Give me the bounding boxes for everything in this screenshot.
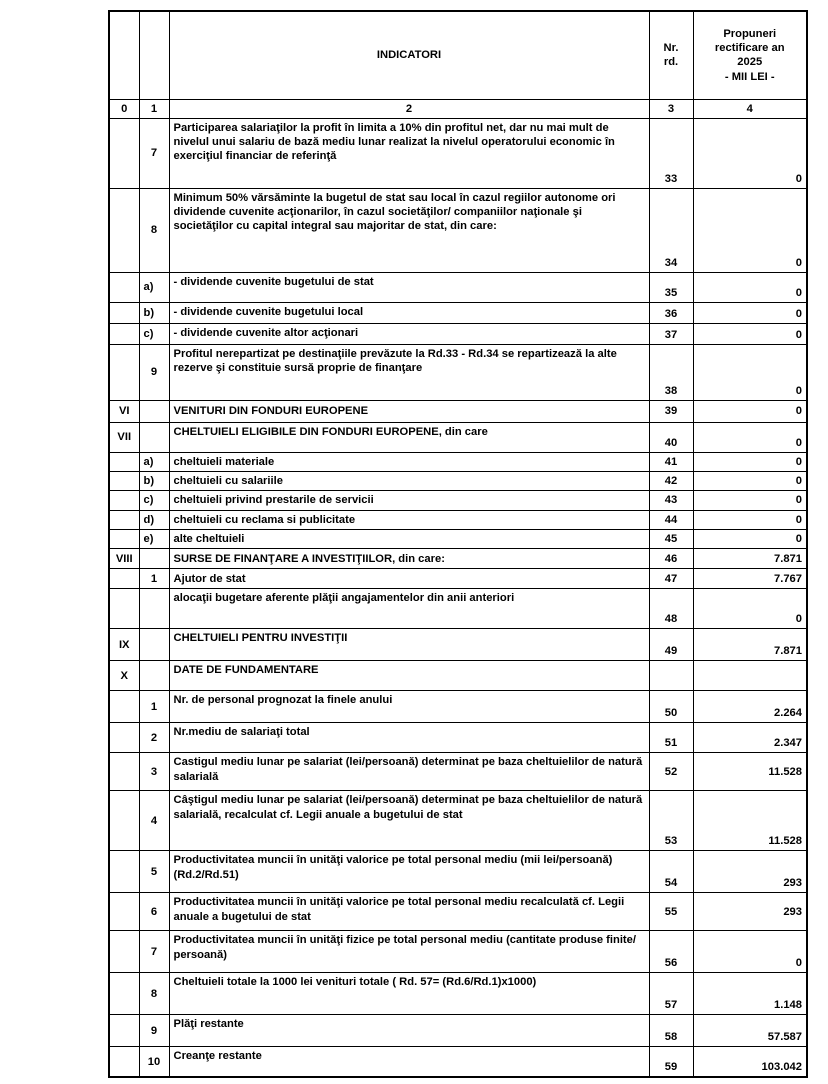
row-number: 33: [649, 118, 693, 188]
row-indicator-text: Productivitatea muncii în unităţi valorice pe total personal mediu recalculată cf. Legii anuale a bugetului de stat: [169, 893, 649, 931]
row-sub-index: [139, 549, 169, 569]
table-row: [109, 1047, 807, 1077]
row-roman-index: IX: [109, 629, 139, 661]
row-value: 1.148: [693, 973, 807, 1015]
row-sub-index: a): [139, 272, 169, 302]
row-number: 48: [649, 589, 693, 629]
header-prop-line3: 2025: [737, 56, 763, 69]
header-prop-line1: Propuneri: [723, 27, 777, 40]
row-number: 52: [649, 753, 693, 791]
row-value: 11.528: [693, 753, 807, 791]
header-blank-col0: [109, 11, 139, 99]
row-roman-index: [109, 723, 139, 753]
row-number: 35: [649, 272, 693, 302]
row-roman-index: [109, 530, 139, 549]
row-indicator-text: - dividende cuvenite bugetului local: [169, 302, 649, 323]
row-sub-index: 9: [139, 1015, 169, 1047]
row-number: 37: [649, 323, 693, 344]
table-row: [109, 1015, 807, 1047]
budget-table: [108, 10, 808, 1078]
row-sub-index: [139, 400, 169, 422]
row-indicator-text: Câştigul mediu lunar pe salariat (lei/persoană) determinat pe baza cheltuielilor de natură salarială, recalculat cf. Legii anuale a bugetului de stat: [169, 791, 649, 851]
row-number: 47: [649, 569, 693, 589]
row-roman-index: [109, 472, 139, 491]
header-nr-rd: [649, 11, 693, 99]
row-roman-index: [109, 753, 139, 791]
header-indicatori: INDICATORI: [169, 11, 649, 99]
row-value: [693, 661, 807, 691]
row-indicator-text: alocaţii bugetare aferente plăţii angajamentelor din anii anteriori: [169, 589, 649, 629]
table-row: [109, 510, 807, 529]
header-prop-line2: rectificare an: [714, 41, 785, 54]
row-value: 293: [693, 893, 807, 931]
row-indicator-text: VENITURI DIN FONDURI EUROPENE: [169, 400, 649, 422]
row-indicator-text: Profitul nerepartizat pe destinaţiile prevăzute la Rd.33 - Rd.34 se repartizează la alte rezerve şi constituie sursă proprie de finanţare: [169, 344, 649, 400]
row-sub-index: c): [139, 491, 169, 510]
row-sub-index: d): [139, 510, 169, 529]
colnum-3: 3: [649, 99, 693, 118]
row-roman-index: [109, 893, 139, 931]
row-roman-index: VII: [109, 422, 139, 452]
row-number: 40: [649, 422, 693, 452]
table-row: [109, 893, 807, 931]
row-value: 103.042: [693, 1047, 807, 1077]
row-indicator-text: Nr. de personal prognozat la finele anului: [169, 691, 649, 723]
row-sub-index: 4: [139, 791, 169, 851]
row-value: 7.767: [693, 569, 807, 589]
table-row: [109, 400, 807, 422]
colnum-0: 0: [109, 99, 139, 118]
table-row: [109, 344, 807, 400]
row-indicator-text: CHELTUIELI PENTRU INVESTIŢII: [169, 629, 649, 661]
row-sub-index: 10: [139, 1047, 169, 1077]
row-indicator-text: CHELTUIELI ELIGIBILE DIN FONDURI EUROPENE, din care: [169, 422, 649, 452]
row-value: 2.264: [693, 691, 807, 723]
row-roman-index: [109, 302, 139, 323]
header-nr-rd-line2: rd.: [663, 56, 679, 69]
row-roman-index: [109, 118, 139, 188]
header-blank-col1: [139, 11, 169, 99]
table-row: [109, 931, 807, 973]
header-prop-line4: - MII LEI -: [724, 70, 775, 83]
table-row: [109, 530, 807, 549]
row-sub-index: 1: [139, 569, 169, 589]
colnum-1: 1: [139, 99, 169, 118]
row-sub-index: 5: [139, 851, 169, 893]
row-number: 54: [649, 851, 693, 893]
row-value: 0: [693, 344, 807, 400]
row-sub-index: 6: [139, 893, 169, 931]
table-row: [109, 569, 807, 589]
row-value: 0: [693, 589, 807, 629]
row-sub-index: b): [139, 472, 169, 491]
table-row: [109, 753, 807, 791]
row-number: 50: [649, 691, 693, 723]
row-indicator-text: DATE DE FUNDAMENTARE: [169, 661, 649, 691]
row-number: 58: [649, 1015, 693, 1047]
table-row: [109, 691, 807, 723]
row-number: [649, 661, 693, 691]
row-indicator-text: - dividende cuvenite altor acţionari: [169, 323, 649, 344]
row-number: 55: [649, 893, 693, 931]
row-number: 53: [649, 791, 693, 851]
row-number: 34: [649, 188, 693, 272]
row-number: 57: [649, 973, 693, 1015]
row-value: 2.347: [693, 723, 807, 753]
row-number: 44: [649, 510, 693, 529]
row-value: 0: [693, 422, 807, 452]
table-row: [109, 472, 807, 491]
row-indicator-text: SURSE DE FINANŢARE A INVESTIŢIILOR, din care:: [169, 549, 649, 569]
row-number: 41: [649, 452, 693, 471]
row-number: 36: [649, 302, 693, 323]
row-value: 0: [693, 400, 807, 422]
row-sub-index: 3: [139, 753, 169, 791]
row-roman-index: VIII: [109, 549, 139, 569]
row-roman-index: [109, 931, 139, 973]
row-roman-index: [109, 1015, 139, 1047]
row-value: 7.871: [693, 549, 807, 569]
row-value: 0: [693, 530, 807, 549]
row-sub-index: 8: [139, 973, 169, 1015]
row-number: 43: [649, 491, 693, 510]
row-indicator-text: alte cheltuieli: [169, 530, 649, 549]
row-value: 0: [693, 272, 807, 302]
row-sub-index: 7: [139, 931, 169, 973]
table-row: [109, 272, 807, 302]
row-number: 51: [649, 723, 693, 753]
row-indicator-text: Minimum 50% vărsăminte la bugetul de stat sau local în cazul regiilor autonome ori dividende cuvenite acţionarilor, în cazul societăţilor/ companiilor naţionale şi societăţilor cu capital integral sau majoritar de stat, din care:: [169, 188, 649, 272]
table-body: [109, 11, 807, 1077]
row-roman-index: [109, 569, 139, 589]
row-number: 56: [649, 931, 693, 973]
row-sub-index: 8: [139, 188, 169, 272]
row-indicator-text: Productivitatea muncii în unităţi fizice pe total personal mediu (cantitate produse finite/ persoană): [169, 931, 649, 973]
table-row: [109, 422, 807, 452]
row-sub-index: 1: [139, 691, 169, 723]
table-row: [109, 723, 807, 753]
row-roman-index: [109, 791, 139, 851]
row-value: 0: [693, 188, 807, 272]
row-roman-index: VI: [109, 400, 139, 422]
row-number: 59: [649, 1047, 693, 1077]
table-row: [109, 302, 807, 323]
row-roman-index: [109, 589, 139, 629]
row-value: 57.587: [693, 1015, 807, 1047]
row-value: 0: [693, 931, 807, 973]
row-number: 42: [649, 472, 693, 491]
row-sub-index: [139, 661, 169, 691]
row-roman-index: [109, 323, 139, 344]
table-row: [109, 661, 807, 691]
row-indicator-text: Productivitatea muncii în unităţi valorice pe total personal mediu (mii lei/persoană) (Rd.2/Rd.51): [169, 851, 649, 893]
table-row: [109, 188, 807, 272]
column-number-row: [109, 99, 807, 118]
table-row: [109, 491, 807, 510]
row-roman-index: [109, 510, 139, 529]
row-indicator-text: cheltuieli materiale: [169, 452, 649, 471]
row-roman-index: [109, 851, 139, 893]
row-sub-index: [139, 422, 169, 452]
row-indicator-text: cheltuieli cu salariile: [169, 472, 649, 491]
row-value: 0: [693, 510, 807, 529]
row-indicator-text: Cheltuieli totale la 1000 lei venituri totale ( Rd. 57= (Rd.6/Rd.1)x1000): [169, 973, 649, 1015]
row-roman-index: [109, 344, 139, 400]
row-value: 0: [693, 472, 807, 491]
row-indicator-text: cheltuieli cu reclama si publicitate: [169, 510, 649, 529]
table-row: [109, 118, 807, 188]
row-roman-index: [109, 188, 139, 272]
row-roman-index: X: [109, 661, 139, 691]
table-row: [109, 851, 807, 893]
table-row: [109, 791, 807, 851]
row-indicator-text: Participarea salariaţilor la profit în limita a 10% din profitul net, dar nu mai mult de nivelul unui salariu de bază mediu lunar realizat la nivelul operatorului economic în exerciţiul financiar de referinţă: [169, 118, 649, 188]
row-sub-index: [139, 629, 169, 661]
row-sub-index: 2: [139, 723, 169, 753]
row-number: 45: [649, 530, 693, 549]
row-sub-index: a): [139, 452, 169, 471]
row-number: 38: [649, 344, 693, 400]
row-sub-index: [139, 589, 169, 629]
row-indicator-text: Nr.mediu de salariaţi total: [169, 723, 649, 753]
row-roman-index: [109, 452, 139, 471]
row-value: 0: [693, 118, 807, 188]
table-row: [109, 973, 807, 1015]
row-roman-index: [109, 973, 139, 1015]
table-row: [109, 549, 807, 569]
row-indicator-text: Castigul mediu lunar pe salariat (lei/persoană) determinat pe baza cheltuielilor de natură salarială: [169, 753, 649, 791]
table-row: [109, 452, 807, 471]
row-value: 0: [693, 323, 807, 344]
row-value: 0: [693, 491, 807, 510]
row-sub-index: 9: [139, 344, 169, 400]
colnum-4: 4: [693, 99, 807, 118]
table-header-row: [109, 11, 807, 99]
row-value: 7.871: [693, 629, 807, 661]
row-value: 293: [693, 851, 807, 893]
row-indicator-text: Creanţe restante: [169, 1047, 649, 1077]
row-roman-index: [109, 272, 139, 302]
row-indicator-text: Plăţi restante: [169, 1015, 649, 1047]
colnum-2: 2: [169, 99, 649, 118]
row-value: 0: [693, 302, 807, 323]
row-sub-index: b): [139, 302, 169, 323]
row-number: 49: [649, 629, 693, 661]
row-sub-index: 7: [139, 118, 169, 188]
row-number: 39: [649, 400, 693, 422]
table-row: [109, 589, 807, 629]
table-row: [109, 629, 807, 661]
table-row: [109, 323, 807, 344]
row-indicator-text: - dividende cuvenite bugetului de stat: [169, 272, 649, 302]
row-roman-index: [109, 1047, 139, 1077]
header-nr-rd-line1: Nr.: [663, 41, 679, 54]
row-indicator-text: Ajutor de stat: [169, 569, 649, 589]
row-value: 0: [693, 452, 807, 471]
row-roman-index: [109, 491, 139, 510]
row-indicator-text: cheltuieli privind prestarile de servicii: [169, 491, 649, 510]
row-sub-index: c): [139, 323, 169, 344]
row-number: 46: [649, 549, 693, 569]
header-propuneri: [693, 11, 807, 99]
row-value: 11.528: [693, 791, 807, 851]
row-roman-index: [109, 691, 139, 723]
row-sub-index: e): [139, 530, 169, 549]
